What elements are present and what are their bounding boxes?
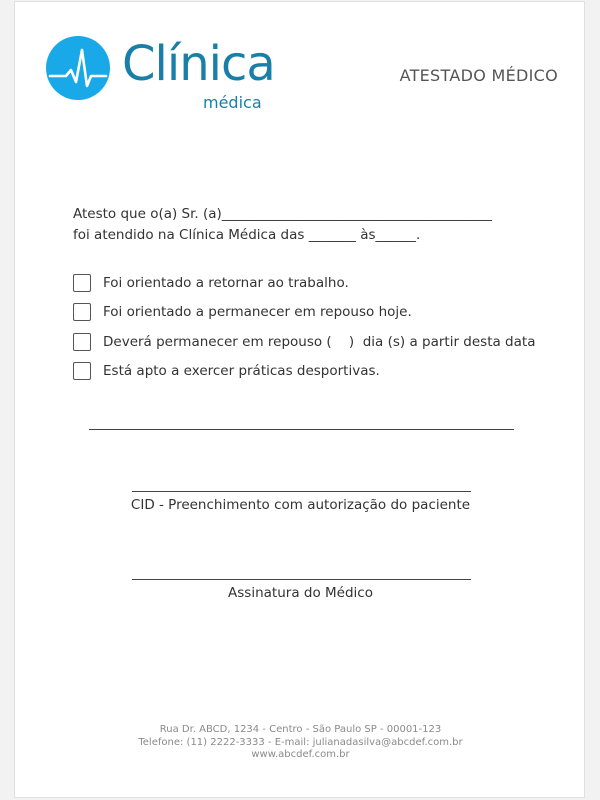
option-label: Foi orientado a permanecer em repouso hoje. <box>103 304 412 321</box>
cid-label: CID - Preenchimento com autorização do paciente <box>130 497 471 513</box>
certificate-page <box>14 1 585 798</box>
footer-website: www.abcdef.com.br <box>251 749 350 760</box>
checkbox[interactable] <box>73 274 91 292</box>
cid-signature-line[interactable] <box>132 491 471 492</box>
heartbeat-logo-icon <box>46 36 110 100</box>
checkbox[interactable] <box>73 303 91 321</box>
option-label: Deverá permanecer em repouso ( ) dia (s) a partir desta data <box>103 333 536 350</box>
checkbox[interactable] <box>73 362 91 380</box>
attestation-text <box>73 204 492 246</box>
doctor-signature-line[interactable] <box>132 579 471 580</box>
option-rest-days[interactable] <box>73 327 535 357</box>
clinic-subtitle: médica <box>203 93 262 112</box>
option-rest-today[interactable] <box>73 298 535 328</box>
option-label: Foi orientado a retornar ao trabalho. <box>103 274 349 291</box>
attestation-line-time: foi atendido na Clínica Médica das _______ às______. <box>73 227 421 243</box>
footer-address: Rua Dr. ABCD, 1234 - Centro - São Paulo SP - 00001-123 <box>159 724 442 735</box>
attestation-line-patient: Atesto que o(a) Sr. (a)________________________________________ <box>73 206 492 222</box>
notes-line[interactable] <box>89 429 514 430</box>
footer-contact: Telefone: (11) 2222-3333 - E-mail: julianadasilva@abcdef.com.br <box>138 736 463 748</box>
options-list <box>73 268 535 386</box>
option-return-work[interactable] <box>73 268 535 298</box>
option-fit-sports[interactable] <box>73 357 535 387</box>
document-title: ATESTADO MÉDICO <box>399 66 558 85</box>
option-label: Está apto a exercer práticas desportivas. <box>103 363 380 380</box>
checkbox[interactable] <box>73 333 91 351</box>
doctor-signature-label: Assinatura do Médico <box>228 585 373 601</box>
clinic-name: Clínica <box>122 36 275 92</box>
